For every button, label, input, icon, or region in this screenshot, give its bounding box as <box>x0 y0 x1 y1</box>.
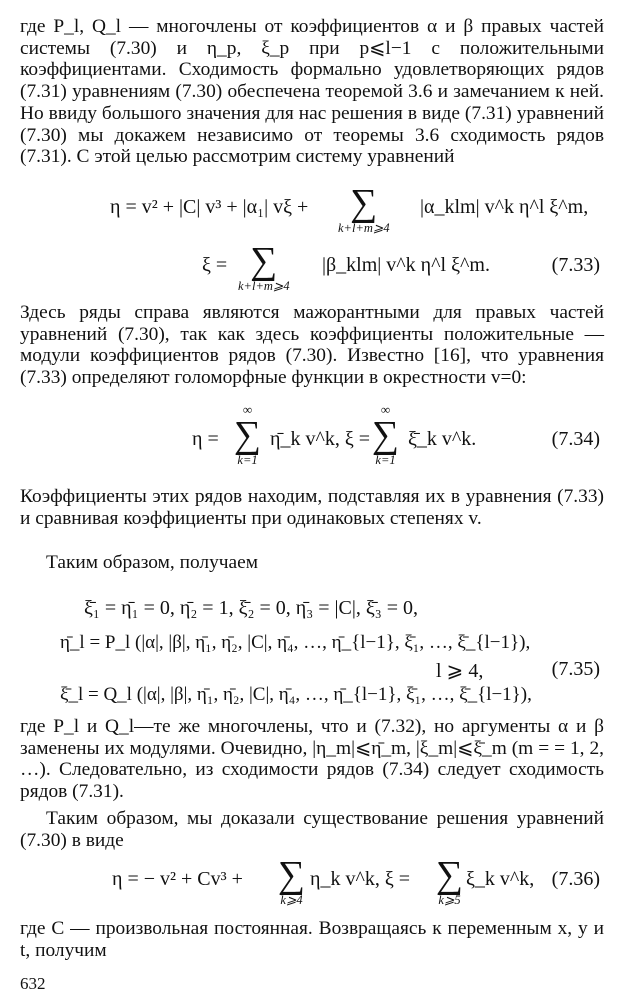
eq-7-36-mid: η_k v^k, ξ = <box>310 868 411 890</box>
eq-7-35-line4: ξ̄_l = Q_l (|α|, |β|, η̄₁, η̄₂, |C|, η̄₄, …, η̄_{l−1}, ξ̄₁, …, ξ̄_{l−1}), <box>60 684 532 705</box>
eq-7-35-condition: l ⩾ 4, <box>436 660 484 682</box>
sum-symbol: ∑ k⩾5 <box>436 854 464 907</box>
paragraph-3: Коэффициенты этих рядов находим, подставляя их в уравнения (7.33) и сравнивая коэффициенты при одинаковых степенях v. <box>20 486 604 529</box>
equation-7-33-line1 <box>20 182 604 235</box>
equation-number: (7.34) <box>551 428 600 450</box>
eq-7-35-line1: ξ̄₁ = η̄₁ = 0, η̄₂ = 1, ξ̄₂ = 0, η̄₃ = |C|, ξ̄₃ = 0, <box>84 597 418 619</box>
sum-limit: k⩾4 <box>280 893 303 907</box>
sum-symbol: ∑ k+l+m⩾4 <box>338 182 390 235</box>
paragraph-1: где P_l, Q_l — многочлены от коэффициентов α и β правых частей системы (7.30) и η_p, ξ_p при p⩽l−1 с положительными коэффициентами. Сходимость формально удовлетворяющих рядов (7.31) уравнениям (7.30) обеспечена теоремой 3.6 и замечанием к ней. Но ввиду большого значения для нас решения в виде (7.31) уравнений (7.30) мы докажем независимо от теоремы 3.6 сходимость рядов (7.31). С этой целью рассмотрим систему уравнений <box>20 16 604 168</box>
paragraph-6: Таким образом, мы доказали существование решения уравнений (7.30) в виде <box>20 808 604 851</box>
sum-symbol: ∑ k+l+m⩾4 <box>238 240 290 293</box>
sum-symbol: ∞ ∑ k=1 <box>234 402 262 467</box>
page-number: 632 <box>20 974 46 993</box>
sum-limit: k⩾5 <box>438 893 461 907</box>
equation-7-36 <box>20 854 604 907</box>
eq-7-33b-left: ξ = <box>202 254 228 276</box>
eq-7-33b-right: |β_klm| v^k η^l ξ^m. <box>322 254 490 276</box>
eq-7-36-right: ξ_k v^k, <box>466 868 535 890</box>
paragraph-2: Здесь ряды справа являются мажорантными для правых частей уравнений (7.30), так как здесь коэффициенты положительные — модули коэффициентов рядов (7.30). Известно [16], что уравнения (7.33) определяют голоморфные функции в окрестности v=0: <box>20 302 604 389</box>
eq-7-35-line2: η̄_l = P_l (|α|, |β|, η̄₁, η̄₂, |C|, η̄₄, …, η̄_{l−1}, ξ̄₁, …, ξ̄_{l−1}), <box>60 632 531 653</box>
equation-7-33-line2 <box>20 240 604 293</box>
eq-7-33-right: |α_klm| v^k η^l ξ^m, <box>420 196 589 218</box>
sum-symbol: ∞ ∑ k=1 <box>372 402 400 467</box>
equation-7-35-line4 <box>20 684 604 714</box>
equation-7-35-line1 <box>20 597 604 627</box>
eq-7-34-right: ξ̄_k v^k. <box>408 428 477 450</box>
sum-limit: k=1 <box>375 453 396 467</box>
sum-symbol: ∑ k⩾4 <box>278 854 306 907</box>
sum-limit: k=1 <box>237 453 258 467</box>
sum-limit: k+l+m⩾4 <box>338 221 390 235</box>
equation-number: (7.33) <box>551 254 600 276</box>
equation-number: (7.35) <box>551 658 600 680</box>
paragraph-5: где P_l и Q_l—те же многочлены, что и (7.32), но аргументы α и β заменены их модулями. Очевидно, |η_m|⩽η̄_m, |ξ_m|⩽ξ̄_m (m = = 1, 2, …). Следовательно, из сходимости рядов (7.34) следует сходимость рядов (7.31). <box>20 716 604 803</box>
paragraph-7: где C — произвольная постоянная. Возвращаясь к переменным x, y и t, получим <box>20 918 604 961</box>
equation-7-34 <box>20 402 604 467</box>
eq-7-33-left: η = v² + |C| v³ + |α₁| vξ + <box>110 196 309 218</box>
eq-7-36-left: η = − v² + Cv³ + <box>112 868 243 890</box>
eq-7-34-left: η = <box>192 428 219 450</box>
sum-limit: k+l+m⩾4 <box>238 279 290 293</box>
paragraph-4: Таким образом, получаем <box>46 552 259 573</box>
equation-number: (7.36) <box>551 868 600 890</box>
eq-7-34-mid: η̄_k v^k, ξ = <box>270 428 371 450</box>
